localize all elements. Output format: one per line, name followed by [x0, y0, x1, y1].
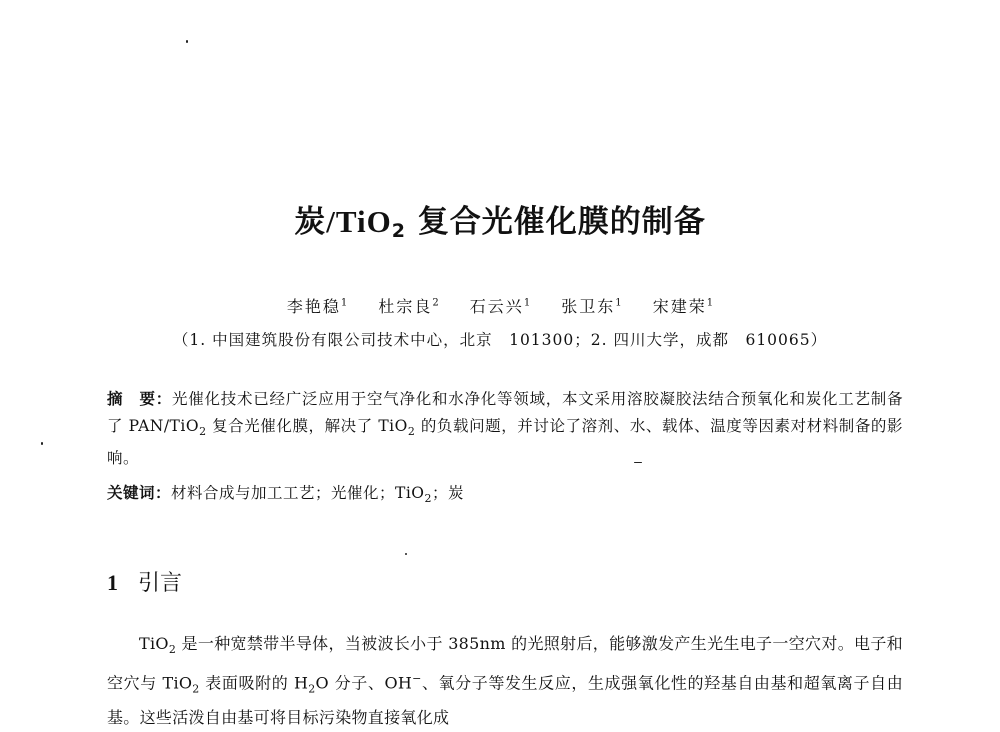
body-run: 表面吸附的 H — [199, 673, 309, 693]
paper-title — [0, 196, 1000, 242]
abstract-text: 复合光催化膜，解决了 TiO — [206, 416, 408, 435]
subscript: 2 — [199, 424, 207, 438]
author-list — [0, 294, 1000, 317]
abstract-text: 的负载问题，并讨论了溶剂、水、载体、温度等因素对材料制备的影响。 — [107, 416, 904, 468]
title-text: 炭/TiO — [294, 204, 392, 239]
author-affil-mark: 1 — [615, 297, 622, 309]
author-affil-mark: 2 — [432, 297, 439, 309]
subscript: 2 — [407, 424, 416, 438]
section-title: 引言 — [138, 571, 183, 596]
title-text-cont: 复合光催化膜的制备 — [405, 204, 706, 240]
author-name: 李艳稳 — [286, 297, 341, 316]
body-run: 、氧分子等发生反应，生成强氧化性的羟基自由基和超氧离子自由基。这些活泼自由基可将目标污染物直接氧化成 — [107, 673, 904, 727]
superscript: − — [412, 671, 422, 685]
author — [653, 297, 713, 316]
scan-speck — [186, 40, 188, 43]
subscript: 2 — [168, 643, 177, 657]
author-name: 张卫东 — [561, 297, 616, 316]
abstract-label: 摘 要： — [107, 390, 172, 408]
title-subscript: 2 — [391, 220, 406, 242]
abstract-text: 光催化技术已经广泛应用于空气净化和水净化等领域，本文采用溶胶凝胶法结合预氧化和炭化工艺制备了 PAN/TiO — [107, 390, 903, 435]
keywords-text: ；炭 — [432, 484, 465, 502]
affiliation: （1. 中国建筑股份有限公司技术中心，北京 101300；2. 四川大学，成都 610065） — [172, 331, 828, 349]
body-run: TiO — [139, 634, 169, 653]
abstract — [107, 386, 903, 472]
body-text — [107, 630, 903, 732]
author-affil-mark: 1 — [523, 297, 531, 309]
author — [470, 297, 530, 316]
scan-speck — [405, 553, 407, 555]
keywords — [107, 481, 903, 505]
subscript: 2 — [192, 682, 200, 696]
keywords-text: 材料合成与加工工艺；光催化；TiO — [171, 484, 425, 502]
author-name: 石云兴 — [469, 297, 524, 316]
author — [287, 297, 347, 316]
subscript: 2 — [308, 682, 316, 696]
keywords-label: 关键词： — [107, 484, 172, 502]
author-name: 宋建荣 — [652, 297, 707, 316]
subscript: 2 — [424, 492, 433, 506]
author — [378, 297, 438, 316]
author-affil-mark: 1 — [340, 297, 348, 309]
author — [561, 297, 621, 316]
section-number: 1 — [107, 570, 118, 595]
paragraph — [107, 630, 903, 732]
body-run: 是一种宽禁带半导体，当被波长小于 385nm 的光照射后，能够激发产生光生电子一空穴对。电子和空穴与 TiO — [107, 634, 903, 693]
body-run: O 分子、OH — [315, 673, 413, 693]
author-name: 杜宗良 — [378, 297, 433, 316]
scan-speck — [41, 442, 43, 445]
section-heading — [107, 566, 182, 597]
author-affil-mark: 1 — [706, 297, 714, 309]
